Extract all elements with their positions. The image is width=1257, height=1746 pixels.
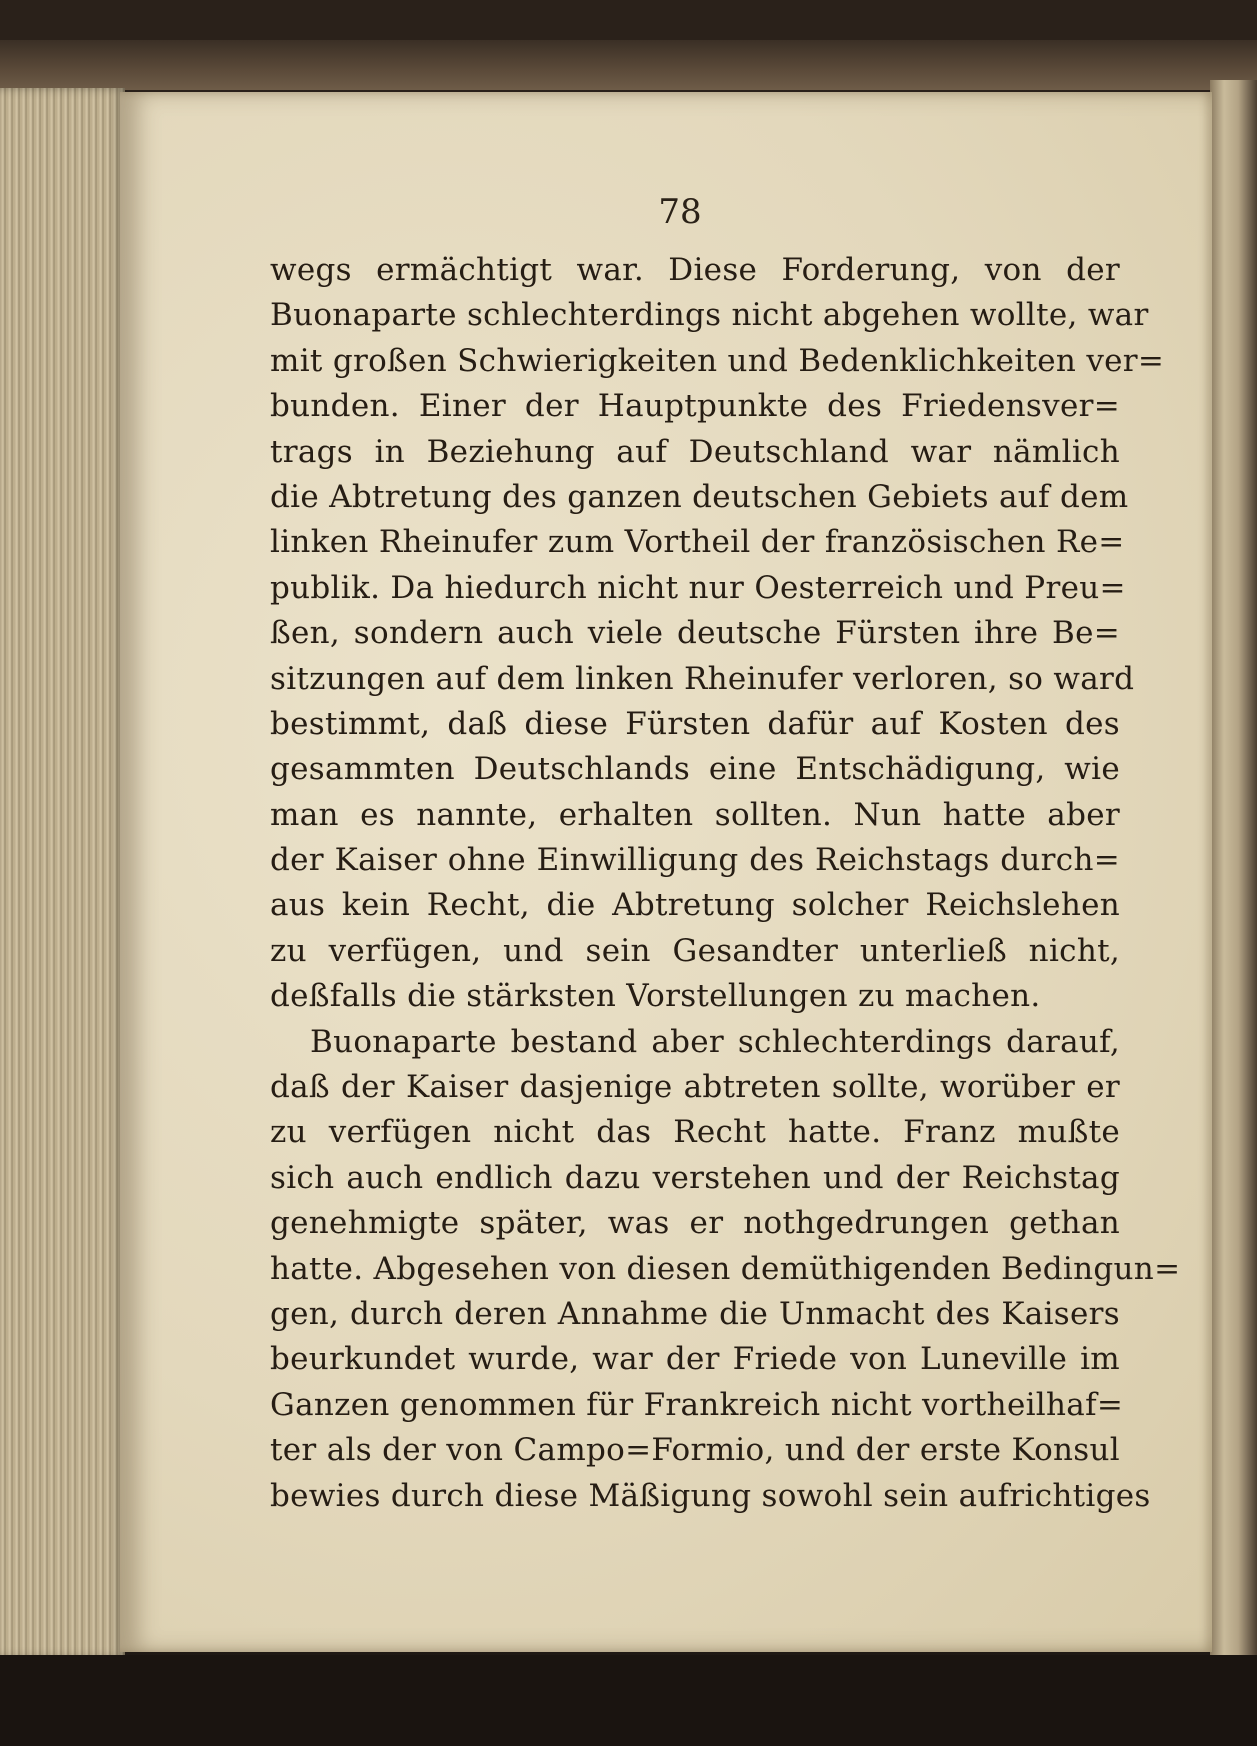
text-line: hatte. Abgesehen von diesen demüthigenden Bedingun= — [270, 1250, 1181, 1287]
text-line: publik. Da hiedurch nicht nur Oesterreich und Preu= — [270, 569, 1126, 606]
scan-background-bottom — [0, 1655, 1257, 1746]
page-number: 78 — [658, 192, 702, 232]
text-line: bewies durch diese Mäßigung sowohl sein aufrichtiges — [270, 1477, 1151, 1514]
text-line: gesammten Deutschlands eine Entschädigung, wie — [270, 751, 1120, 788]
text-line: daß der Kaiser dasjenige abtreten sollte, worüber er — [270, 1069, 1120, 1106]
text-line: bunden. Einer der Hauptpunkte des Friedensver= — [270, 388, 1120, 425]
text-line: zu verfügen nicht das Recht hatte. Franz mußte — [270, 1114, 1120, 1151]
book-right-edge — [1210, 80, 1257, 1670]
page-text — [270, 248, 1181, 1519]
text-line: der Kaiser ohne Einwilligung des Reichstags durch= — [270, 842, 1120, 879]
text-line: aus kein Recht, die Abtretung solcher Reichslehen — [270, 887, 1120, 924]
text-line: sitzungen auf dem linken Rheinufer verloren, so ward — [270, 660, 1135, 697]
text-line: linken Rheinufer zum Vortheil der französischen Re= — [270, 524, 1125, 561]
text-line: mit großen Schwierigkeiten und Bedenklichkeiten ver= — [270, 342, 1165, 379]
text-line: sich auch endlich dazu verstehen und der Reichstag — [270, 1159, 1120, 1196]
text-line: Ganzen genommen für Frankreich nicht vortheilhaf= — [270, 1386, 1124, 1423]
text-line: bestimmt, daß diese Fürsten dafür auf Kosten des — [270, 705, 1120, 742]
text-line: die Abtretung des ganzen deutschen Gebiets auf dem — [270, 478, 1129, 515]
text-line: deßfalls die stärksten Vorstellungen zu machen. — [270, 978, 1041, 1015]
text-line: ter als der von Campo=Formio, und der erste Konsul — [270, 1432, 1120, 1469]
text-line: beurkundet wurde, war der Friede von Luneville im — [270, 1341, 1120, 1378]
text-line: gen, durch deren Annahme die Unmacht des Kaisers — [270, 1295, 1120, 1332]
text-line: zu verfügen, und sein Gesandter unterließ nicht, — [270, 932, 1120, 969]
text-line: man es nannte, erhalten sollten. Nun hatte aber — [270, 796, 1120, 833]
text-line: genehmigte später, was er nothgedrungen gethan — [270, 1205, 1120, 1242]
text-line: trags in Beziehung auf Deutschland war nämlich — [270, 433, 1120, 470]
book-cover-top — [0, 40, 1257, 90]
text-line: Buonaparte bestand aber schlechterdings darauf, — [310, 1023, 1120, 1060]
text-line: wegs ermächtigt war. Diese Forderung, von der — [270, 252, 1120, 288]
text-line: ßen, sondern auch viele deutsche Fürsten ihre Be= — [270, 615, 1120, 652]
text-line: Buonaparte schlechterdings nicht abgehen wollte, war — [270, 297, 1149, 334]
page-stack-edges — [0, 88, 125, 1658]
